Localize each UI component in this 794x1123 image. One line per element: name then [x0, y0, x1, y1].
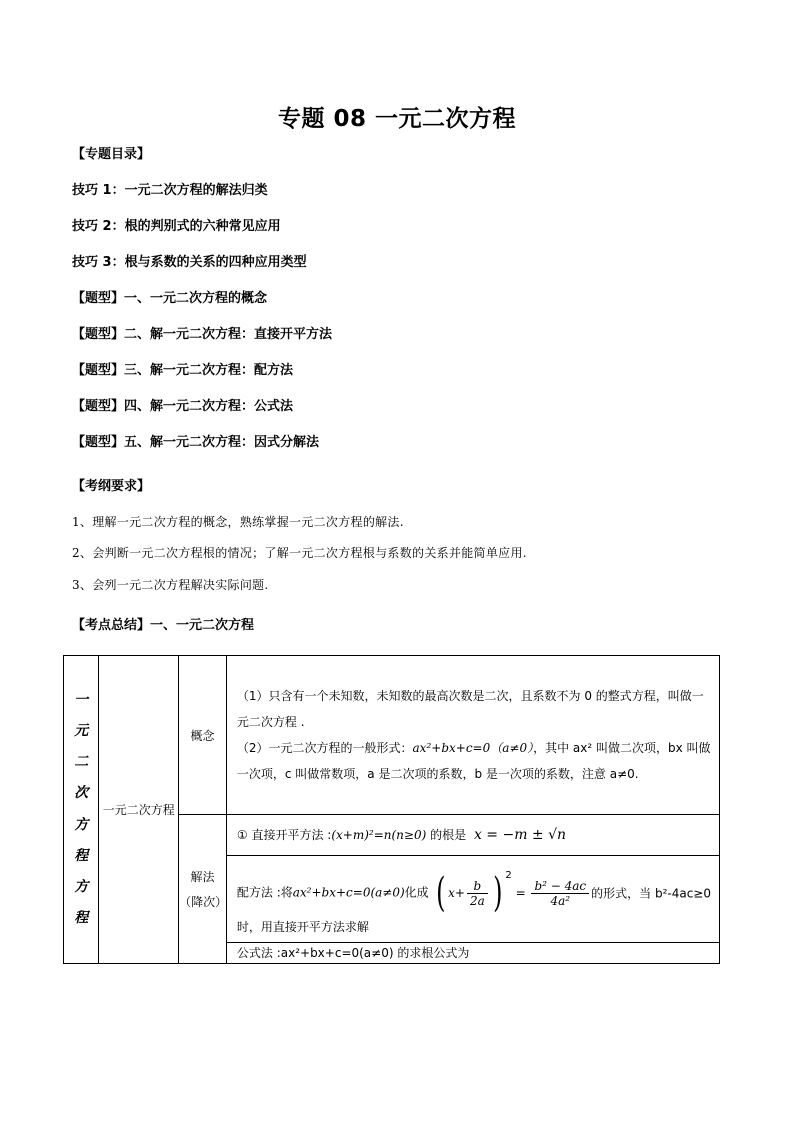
toc-heading: 【专题目录】 — [72, 147, 151, 162]
topic-cell: 一元二次方程 — [99, 656, 179, 964]
requirement-item: 1、理解一元二次方程的概念，熟练掌握一元二次方程的解法. — [72, 515, 404, 529]
method-completing-square: 配方法 :将ax²+bx+c=0(a≠0)化成 ( x+ $\frac{b}{2a}$ ) $^2$ = $\frac{\text{b² − 4ac}}{\text{4a²}}$ 的形式，当 b²-4ac≥0 时，用直接开平方法求解 — [227, 856, 719, 943]
method-cell — [226, 815, 719, 964]
requirement-item: 2、会判断一元二次方程根的情况；了解一元二次方程根与系数的关系并能简单应用. — [72, 546, 527, 560]
toc-item: 【题型】一、一元二次方程的概念 — [72, 291, 268, 306]
method-square-root: ① 直接开平方法 :(x+m)²=n(n≥0) 的根是 x = −m ± √n — [227, 815, 719, 856]
concept-text: （1）只含有一个未知数，未知数的最高次数是二次，且系数不为 0 的整式方程，叫做一元二次方程 . （2）一元二次方程的一般形式：ax²+bx+c=0（a≠0），其中 ax² 叫做二次项，bx 叫做一次项，c 叫做常数项，a 是二次项的系数，b 是一次项的系数，注意 a≠0. — [226, 656, 719, 815]
toc-item: 技巧 2：根的判别式的六种常见应用 — [72, 219, 281, 234]
summary-heading: 【考点总结】一、一元二次方程 — [72, 618, 255, 633]
concept-label: 概念 — [179, 656, 227, 815]
toc-item: 【题型】二、解一元二次方程：直接开平方法 — [72, 327, 333, 342]
requirement-item: 3、会列一元二次方程解决实际问题. — [72, 578, 269, 592]
method-formula: 公式法 :ax²+bx+c=0(a≠0) 的求根公式为 — [236, 946, 470, 960]
toc-item: 技巧 1：一元二次方程的解法归类 — [72, 183, 268, 198]
summary-table — [63, 655, 720, 964]
method-label: 解法 （降次） — [179, 815, 227, 964]
toc-item: 【题型】五、解一元二次方程：因式分解法 — [72, 435, 320, 450]
vertical-title: 一 元 二 次 方 程 方 程 — [64, 656, 99, 964]
toc-item: 技巧 3：根与系数的关系的四种应用类型 — [72, 255, 307, 270]
requirements-heading: 【考纲要求】 — [72, 479, 151, 494]
page-title: 专题 08 一元二次方程 — [277, 106, 517, 132]
toc-item: 【题型】三、解一元二次方程：配方法 — [72, 363, 294, 378]
toc-item: 【题型】四、解一元二次方程：公式法 — [72, 399, 294, 414]
